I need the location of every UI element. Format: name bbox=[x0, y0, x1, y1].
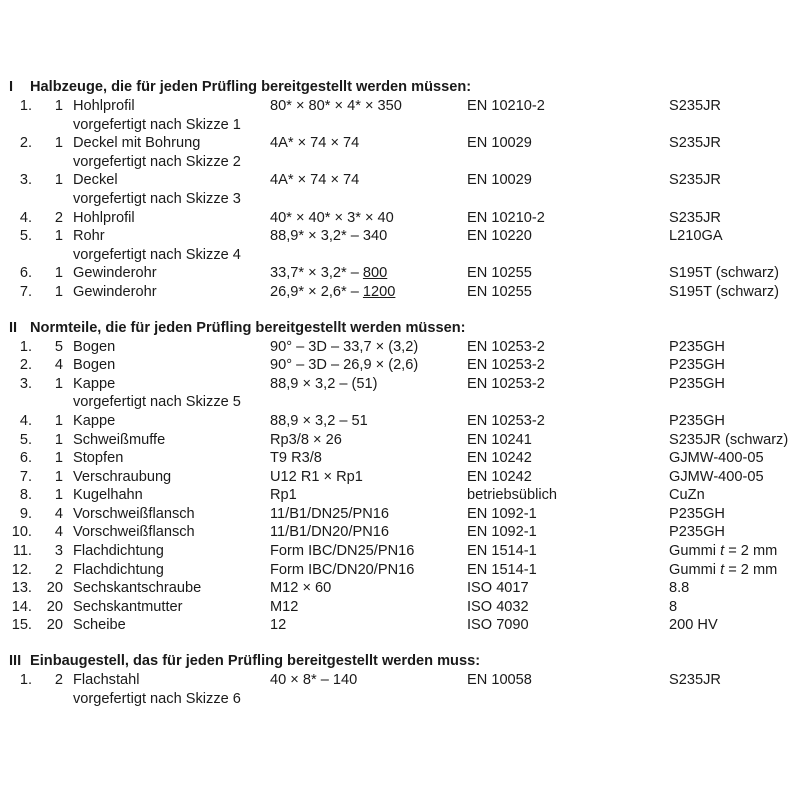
item-dimensions bbox=[270, 523, 389, 542]
item-dimensions bbox=[270, 227, 387, 246]
item-number: 13. bbox=[11, 580, 32, 597]
item-dimensions bbox=[270, 283, 395, 302]
item-name: Gewinderohr bbox=[73, 283, 157, 300]
item-material: S235JR bbox=[669, 209, 721, 226]
item-standard: EN 10253-2 bbox=[467, 412, 545, 429]
item-name: Kugelhahn bbox=[73, 487, 143, 504]
section-heading bbox=[0, 318, 800, 338]
item-note: vorgefertigt nach Skizze 1 bbox=[73, 116, 241, 133]
table-row bbox=[0, 468, 800, 487]
item-number: 6. bbox=[19, 265, 32, 282]
item-quantity: 2 bbox=[54, 209, 63, 226]
item-standard: EN 10210-2 bbox=[467, 209, 545, 226]
item-material: P235GH bbox=[669, 375, 725, 392]
item-number: 1. bbox=[19, 338, 32, 355]
item-length-underlined: 1200 bbox=[362, 283, 396, 300]
item-standard: betriebsüblich bbox=[467, 487, 558, 504]
item-dimensions-text: 80* × 80* × 4* × 350 bbox=[270, 98, 402, 114]
item-quantity: 1 bbox=[54, 375, 63, 392]
section-iii bbox=[0, 651, 800, 708]
table-row bbox=[0, 449, 800, 468]
table-row bbox=[0, 671, 800, 690]
item-standard: ISO 4017 bbox=[467, 580, 529, 597]
section-heading bbox=[0, 77, 800, 97]
item-quantity: 1 bbox=[54, 283, 63, 300]
table-row bbox=[0, 505, 800, 524]
item-quantity: 1 bbox=[54, 468, 63, 485]
item-standard: EN 1092-1 bbox=[467, 524, 537, 541]
item-note: vorgefertigt nach Skizze 4 bbox=[73, 246, 241, 263]
item-dimensions bbox=[270, 97, 402, 116]
item-note-row bbox=[0, 393, 800, 412]
item-name: Kappe bbox=[73, 412, 116, 429]
item-material: S235JR bbox=[669, 135, 721, 152]
table-row bbox=[0, 209, 800, 228]
item-note: vorgefertigt nach Skizze 2 bbox=[73, 153, 241, 170]
item-quantity: 1 bbox=[54, 265, 63, 282]
item-name: Hohlprofil bbox=[73, 209, 135, 226]
item-dimensions bbox=[270, 171, 359, 190]
item-number: 2. bbox=[19, 135, 32, 152]
item-number: 15. bbox=[11, 617, 32, 634]
item-dimensions bbox=[270, 412, 368, 431]
item-note-row bbox=[0, 246, 800, 265]
item-number: 3. bbox=[19, 375, 32, 392]
item-material: Gummi t = 2 mm bbox=[669, 543, 778, 560]
item-name: Kappe bbox=[73, 375, 116, 392]
item-number: 3. bbox=[19, 172, 32, 189]
item-standard: EN 1514-1 bbox=[467, 561, 537, 578]
item-dimensions-text: T9 R3/8 bbox=[270, 450, 322, 467]
item-dimensions-text: M12 bbox=[270, 598, 299, 615]
item-quantity: 3 bbox=[54, 543, 63, 560]
section-heading bbox=[0, 651, 800, 671]
item-material: P235GH bbox=[669, 412, 725, 429]
item-standard: EN 1092-1 bbox=[467, 505, 537, 522]
item-note: vorgefertigt nach Skizze 3 bbox=[73, 190, 241, 207]
item-standard: EN 10210-2 bbox=[467, 98, 545, 114]
item-dimensions-text: 12 bbox=[270, 617, 287, 634]
parts-list-document bbox=[0, 77, 800, 724]
item-dimensions-text: 88,9 × 3,2 – (51) bbox=[270, 375, 378, 392]
item-dimensions-text: 11/B1/DN20/PN16 bbox=[270, 524, 389, 541]
item-dimensions-text: Form IBC/DN20/PN16 bbox=[270, 561, 415, 578]
item-standard: EN 10253-2 bbox=[467, 357, 545, 374]
item-standard: ISO 4032 bbox=[467, 598, 529, 615]
item-number: 4. bbox=[19, 412, 32, 429]
item-name: Stopfen bbox=[73, 450, 124, 467]
item-name: Gewinderohr bbox=[73, 265, 157, 282]
item-quantity: 20 bbox=[46, 580, 63, 597]
section-title: Halbzeuge, die für jeden Prüfling bereitgestellt werden müssen: bbox=[30, 79, 472, 95]
item-note-row bbox=[0, 153, 800, 172]
section-i bbox=[0, 77, 800, 302]
item-dimensions-text: 33,7* × 3,2* – bbox=[270, 265, 363, 282]
item-dimensions bbox=[270, 375, 378, 394]
item-quantity: 2 bbox=[54, 672, 63, 689]
item-dimensions-text: Rp3/8 × 26 bbox=[270, 431, 342, 448]
item-standard: EN 10058 bbox=[467, 672, 532, 689]
item-dimensions-text: U12 R1 × Rp1 bbox=[270, 468, 363, 485]
item-dimensions-text: M12 × 60 bbox=[270, 580, 332, 597]
item-standard: ISO 7090 bbox=[467, 617, 529, 634]
item-name: Flachstahl bbox=[73, 672, 140, 689]
item-number: 1. bbox=[19, 672, 32, 689]
item-dimensions bbox=[270, 505, 389, 524]
item-standard: EN 10255 bbox=[467, 265, 532, 282]
table-row bbox=[0, 338, 800, 357]
item-dimensions-text: Rp1 bbox=[270, 487, 297, 504]
item-name: Vorschweißflansch bbox=[73, 524, 195, 541]
item-number: 6. bbox=[19, 450, 32, 467]
item-quantity: 1 bbox=[54, 431, 63, 448]
item-standard: EN 10253-2 bbox=[467, 338, 545, 355]
item-dimensions bbox=[270, 134, 359, 153]
table-row bbox=[0, 523, 800, 542]
item-name: Deckel bbox=[73, 172, 118, 189]
item-material: S235JR bbox=[669, 672, 721, 689]
item-material: S235JR bbox=[669, 98, 721, 114]
table-row bbox=[0, 134, 800, 153]
item-standard: EN 10255 bbox=[467, 283, 532, 300]
item-name: Flachdichtung bbox=[73, 561, 164, 578]
item-dimensions-text: 40* × 40* × 3* × 40 bbox=[270, 209, 394, 226]
table-row bbox=[0, 542, 800, 561]
item-number: 5. bbox=[19, 228, 32, 245]
item-material: S235JR bbox=[669, 172, 721, 189]
item-name: Bogen bbox=[73, 338, 116, 355]
item-name: Vorschweißflansch bbox=[73, 505, 195, 522]
item-number: 1. bbox=[19, 98, 32, 114]
item-dimensions-text: 11/B1/DN25/PN16 bbox=[270, 505, 389, 522]
item-name: Bogen bbox=[73, 357, 116, 374]
table-row bbox=[0, 598, 800, 617]
section-roman-numeral: III bbox=[9, 653, 22, 670]
item-material: S195T (schwarz) bbox=[669, 283, 780, 300]
table-row bbox=[0, 579, 800, 598]
item-quantity: 4 bbox=[54, 357, 63, 374]
item-standard: EN 10253-2 bbox=[467, 375, 545, 392]
table-row bbox=[0, 375, 800, 394]
item-quantity: 1 bbox=[54, 135, 63, 152]
item-dimensions-text: 4A* × 74 × 74 bbox=[270, 135, 360, 152]
item-name: Flachdichtung bbox=[73, 543, 164, 560]
section-title: Einbaugestell, das für jeden Prüfling bereitgestellt werden muss: bbox=[30, 653, 481, 670]
item-quantity: 20 bbox=[46, 617, 63, 634]
item-number: 12. bbox=[11, 561, 32, 578]
item-standard: EN 10242 bbox=[467, 450, 532, 467]
item-quantity: 4 bbox=[54, 524, 63, 541]
item-standard: EN 10029 bbox=[467, 135, 532, 152]
item-quantity: 1 bbox=[54, 412, 63, 429]
item-dimensions bbox=[270, 449, 322, 468]
item-dimensions-text: 26,9* × 2,6* – bbox=[270, 283, 363, 300]
item-name: Verschraubung bbox=[73, 468, 172, 485]
item-number: 9. bbox=[19, 505, 32, 522]
item-quantity: 1 bbox=[54, 172, 63, 189]
item-number: 14. bbox=[11, 598, 32, 615]
item-standard: EN 10029 bbox=[467, 172, 532, 189]
item-dimensions-text: 90° – 3D – 26,9 × (2,6) bbox=[270, 357, 419, 374]
item-quantity: 20 bbox=[46, 598, 63, 615]
table-row bbox=[0, 616, 800, 635]
item-note-row bbox=[0, 690, 800, 709]
item-dimensions-text: Form IBC/DN25/PN16 bbox=[270, 543, 415, 560]
item-dimensions bbox=[270, 671, 357, 690]
item-standard: EN 10220 bbox=[467, 228, 532, 245]
item-dimensions bbox=[270, 209, 394, 228]
item-quantity: 1 bbox=[54, 228, 63, 245]
item-dimensions-text: 88,9* × 3,2* – 340 bbox=[270, 228, 388, 245]
item-dimensions bbox=[270, 264, 387, 283]
item-name: Scheibe bbox=[73, 617, 126, 634]
item-material: 8 bbox=[669, 598, 678, 615]
item-dimensions bbox=[270, 486, 297, 505]
section-roman-numeral: I bbox=[9, 79, 14, 95]
item-note: vorgefertigt nach Skizze 6 bbox=[73, 690, 241, 707]
item-number: 11. bbox=[12, 543, 32, 560]
section-ii bbox=[0, 318, 800, 636]
item-note-row bbox=[0, 116, 800, 135]
item-material: GJMW-400-05 bbox=[669, 450, 764, 467]
item-dimensions bbox=[270, 616, 286, 635]
item-dimensions bbox=[270, 579, 331, 598]
item-quantity: 5 bbox=[54, 338, 63, 355]
item-dimensions bbox=[270, 338, 418, 357]
item-length-underlined: 800 bbox=[362, 265, 388, 282]
item-material: S195T (schwarz) bbox=[669, 265, 780, 282]
section-title: Normteile, die für jeden Prüfling bereitgestellt werden müssen: bbox=[30, 319, 466, 336]
item-material: P235GH bbox=[669, 524, 725, 541]
item-dimensions bbox=[270, 356, 418, 375]
item-number: 8. bbox=[19, 487, 32, 504]
item-name: Sechskantschraube bbox=[73, 580, 202, 597]
item-material: CuZn bbox=[669, 487, 705, 504]
item-material: P235GH bbox=[669, 357, 725, 374]
item-dimensions bbox=[270, 598, 298, 617]
item-material: L210GA bbox=[669, 228, 723, 245]
item-material: P235GH bbox=[669, 338, 725, 355]
item-quantity: 1 bbox=[54, 450, 63, 467]
item-dimensions bbox=[270, 561, 414, 580]
table-row bbox=[0, 264, 800, 283]
item-number: 5. bbox=[19, 431, 32, 448]
item-name: Deckel mit Bohrung bbox=[73, 135, 201, 152]
item-dimensions-text: 88,9 × 3,2 – 51 bbox=[270, 412, 368, 429]
table-row bbox=[0, 486, 800, 505]
item-quantity: 2 bbox=[54, 561, 63, 578]
item-standard: EN 1514-1 bbox=[467, 543, 537, 560]
item-number: 2. bbox=[19, 357, 32, 374]
item-material: 200 HV bbox=[669, 617, 718, 634]
item-number: 10. bbox=[11, 524, 32, 541]
table-row bbox=[0, 561, 800, 580]
item-number: 7. bbox=[19, 468, 32, 485]
item-dimensions bbox=[270, 468, 363, 487]
item-standard: EN 10241 bbox=[467, 431, 532, 448]
item-material: Gummi t = 2 mm bbox=[669, 561, 778, 578]
item-number: 4. bbox=[19, 209, 32, 226]
item-note-row bbox=[0, 190, 800, 209]
item-quantity: 4 bbox=[54, 505, 63, 522]
item-dimensions bbox=[270, 542, 414, 561]
item-number: 7. bbox=[19, 283, 32, 300]
item-name: Rohr bbox=[73, 228, 105, 245]
table-row bbox=[0, 356, 800, 375]
item-name: Schweißmuffe bbox=[73, 431, 166, 448]
item-material: P235GH bbox=[669, 505, 725, 522]
item-dimensions bbox=[270, 431, 342, 450]
table-row bbox=[0, 412, 800, 431]
item-standard: EN 10242 bbox=[467, 468, 532, 485]
item-dimensions-text: 90° – 3D – 33,7 × (3,2) bbox=[270, 338, 419, 355]
item-name: Sechskantmutter bbox=[73, 598, 183, 615]
item-quantity: 1 bbox=[54, 487, 63, 504]
item-material: 8.8 bbox=[669, 580, 690, 597]
item-quantity: 1 bbox=[54, 98, 63, 114]
item-material: S235JR (schwarz) bbox=[669, 431, 789, 448]
table-row bbox=[0, 97, 800, 116]
table-row bbox=[0, 431, 800, 450]
section-roman-numeral: II bbox=[9, 319, 18, 336]
table-row bbox=[0, 283, 800, 302]
table-row bbox=[0, 227, 800, 246]
item-dimensions-text: 40 × 8* – 140 bbox=[270, 672, 358, 689]
item-name: Hohlprofil bbox=[73, 98, 135, 114]
item-note: vorgefertigt nach Skizze 5 bbox=[73, 394, 241, 411]
table-row bbox=[0, 171, 800, 190]
item-dimensions-text: 4A* × 74 × 74 bbox=[270, 172, 360, 189]
item-material: GJMW-400-05 bbox=[669, 468, 764, 485]
